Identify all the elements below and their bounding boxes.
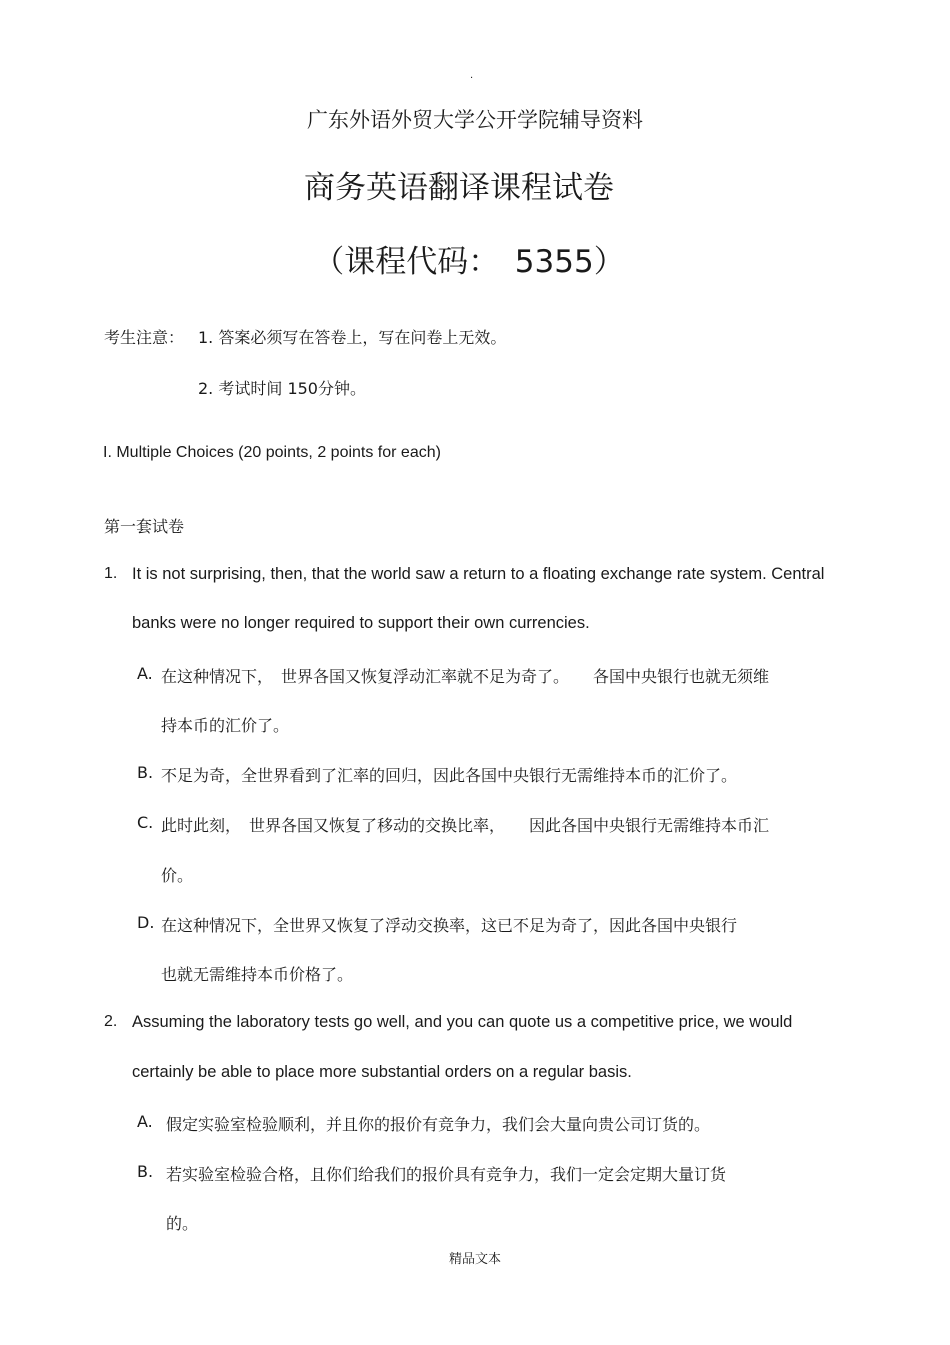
option-letter: B. — [137, 1162, 154, 1181]
question-text-line: It is not surprising, then, that the world saw a return to a floating exchange rate system. Central — [132, 565, 825, 583]
option-text-line: 价。 — [161, 866, 194, 885]
question-text-line: certainly be able to place more substantial orders on a regular basis. — [132, 1063, 632, 1081]
option-text-line: 若实验室检验合格，且你们给我们的报价具有竞争力，我们一定会定期大量订货 — [166, 1165, 727, 1184]
notice-item: 2. 考试时间 150分钟。 — [198, 379, 366, 398]
header-dot: . — [470, 70, 474, 81]
exam-title: 商务英语翻译课程试卷 — [304, 170, 614, 206]
option-text-line: 的。 — [166, 1214, 199, 1233]
option-text-line: 不足为奇，全世界看到了汇率的回归，因此各国中央银行无需维持本币的汇价了。 — [161, 766, 738, 785]
notice-item: 1. 答案必须写在答卷上，写在问卷上无效。 — [198, 328, 507, 347]
option-text-line: 也就无需维持本币价格了。 — [161, 965, 354, 984]
page-footer: 精品文本 — [448, 1252, 501, 1267]
set-label: 第一套试卷 — [104, 517, 185, 536]
option-text-line: 在这种情况下， 世界各国又恢复浮动汇率就不足为奇了。 各国中央银行也就无须维 — [161, 667, 770, 686]
option-letter: B. — [137, 763, 154, 782]
option-text-line: 假定实验室检验顺利，并且你的报价有竞争力，我们会大量向贵公司订货的。 — [166, 1115, 711, 1134]
school-name: 广东外语外贸大学公开学院辅导资料 — [307, 108, 643, 132]
question-text-line: banks were no longer required to support their own currencies. — [132, 614, 590, 632]
notice-label: 考生注意： — [104, 328, 185, 347]
option-letter: A. — [137, 664, 153, 683]
section-title: I. Multiple Choices (20 points, 2 points for each) — [103, 444, 441, 461]
option-text-line: 持本币的汇价了。 — [161, 716, 290, 735]
option-letter: D. — [137, 913, 155, 932]
option-text-line: 此时此刻， 世界各国又恢复了移动的交换比率， 因此各国中央银行无需维持本币汇 — [161, 816, 770, 835]
question-number: 2. — [104, 1013, 118, 1030]
question-text-line: Assuming the laboratory tests go well, and you can quote us a competitive price, we would — [132, 1013, 793, 1031]
option-text-line: 在这种情况下，全世界又恢复了浮动交换率，这已不足为奇了，因此各国中央银行 — [161, 916, 738, 935]
option-letter: A. — [137, 1112, 153, 1131]
course-code: （课程代码： 5355） — [313, 244, 625, 280]
question-number: 1. — [104, 565, 118, 582]
option-letter: C. — [137, 813, 154, 832]
